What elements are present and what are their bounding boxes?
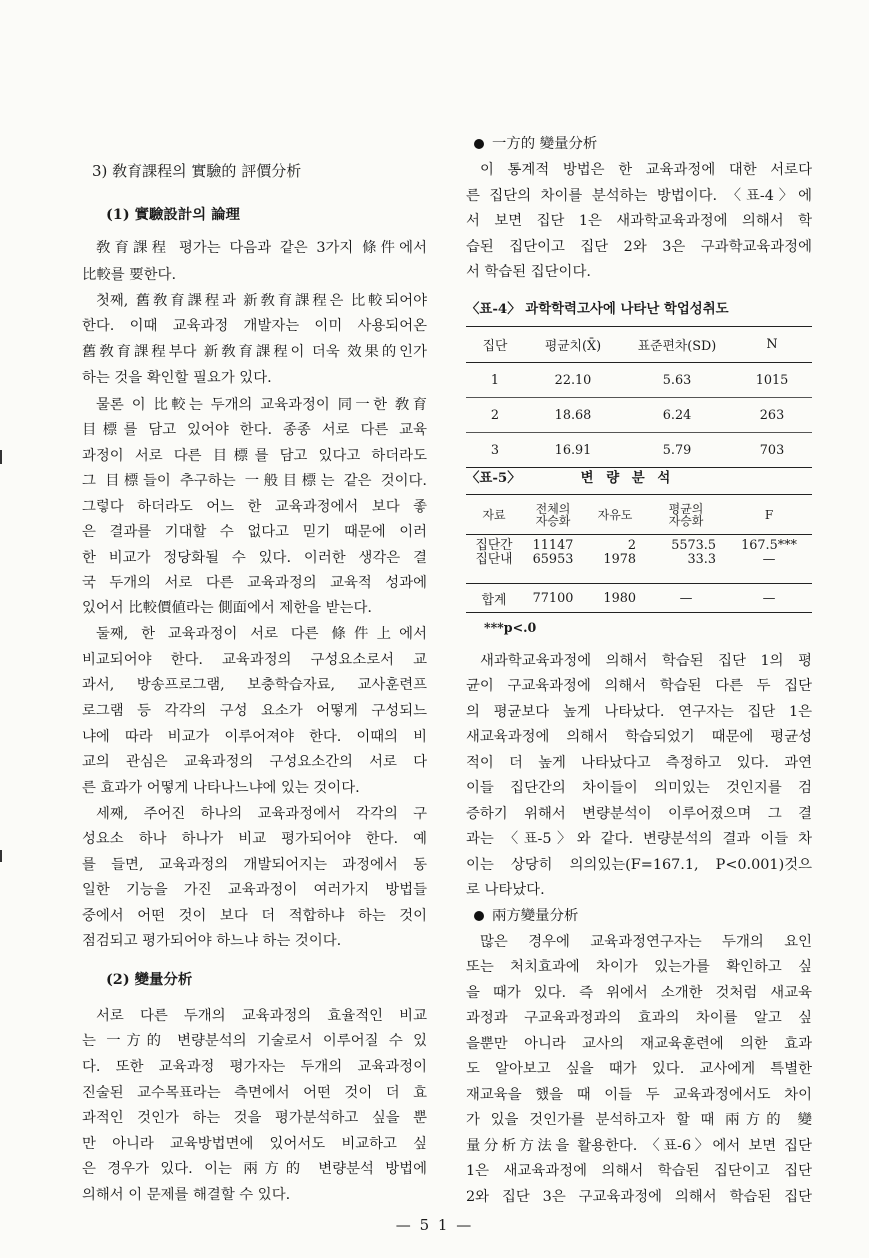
table-cell: 3: [490, 442, 500, 458]
paragraph-line: 의 평균보다 높게 나타났다. 연구자는 집단 1은: [466, 704, 812, 720]
table-4-caption: 〈표-4〉 과학학력고사에 나타난 학업성취도: [466, 301, 729, 317]
paragraph-line: 세째, 주어진 하나의 교육과정에서 각각의 구: [96, 806, 427, 822]
paragraph-line: 일한 기능을 가진 교육과정이 여러가지 방법들: [82, 882, 427, 898]
paragraph-line: 첫째, 舊敎育課程과 新敎育課程은 比較되어야: [96, 293, 427, 309]
table-cell: 263: [732, 398, 812, 433]
paragraph-line: 目標를 담고 있어야 한다. 종종 서로 다른 교육: [82, 422, 427, 438]
table-row: [466, 535, 812, 584]
table-cell: 703: [759, 442, 785, 458]
paragraph-line: 을뿐만 아니라 교사의 재교육훈련에 의한 효과: [466, 1036, 812, 1052]
table-cell-line: 2: [627, 538, 636, 553]
paragraph-line: 둘째, 한 교육과정이 서로 다른 條件上에서: [96, 626, 427, 642]
paragraph-line: 균이 구교육과정에 의해서 학습된 다른 두 집단: [466, 678, 812, 694]
paragraph-line: 이 통계적 방법은 한 교육과정에 대한 서로다: [480, 162, 812, 178]
table-cell: 6.24: [622, 398, 732, 433]
paragraph-line: 로 나타났다.: [466, 882, 545, 898]
table-cell: [584, 535, 646, 584]
table-cell: 5.79: [662, 442, 692, 458]
paragraph-line: 점검되고 평가되어야 하느냐 하는 것이다.: [82, 933, 342, 949]
bullet-heading-two-way: [474, 906, 820, 926]
table-header-cell: 전체의 자승화: [522, 495, 584, 535]
paragraph-line: 量分析方法을 활용한다. 〈표-6〉에서 보면 집단: [466, 1138, 812, 1154]
subsection-heading-variance-analysis: (2) 變量分析: [106, 971, 193, 988]
table-4: [466, 326, 812, 468]
paragraph-line: 물론 이 比較는 두개의 교육과정이 同一한 敎育: [96, 397, 427, 413]
paragraph-line: 습된 집단이고 집단 2와 3은 구과학교육과정에: [466, 239, 812, 255]
table-total-row: [466, 584, 812, 613]
table-cell: [646, 535, 726, 584]
paragraph-line: 그렇다 하더라도 어느 한 교육과정에서 보다 좋: [82, 499, 427, 515]
bullet-dot-icon: [474, 911, 484, 921]
paragraph-line: 과정이 서로 다른 目標를 담고 있다고 하더라도: [82, 448, 427, 464]
table-cell: [726, 535, 812, 584]
table-header-row: [466, 495, 812, 535]
table-row: [466, 398, 812, 433]
table-cell: 16.91: [554, 442, 592, 458]
paragraph-line: 의해서 이 문제를 해결할 수 있다.: [82, 1187, 291, 1203]
table-header-row: [466, 327, 812, 363]
table-cell-line: 167.5***: [741, 538, 797, 553]
paragraph-line: 비교되어야 한다. 교육과정의 구성요소로서 교: [82, 652, 427, 668]
paragraph-line: 서 보면 집단 1은 새과학교육과정에 의해서 학: [466, 213, 812, 229]
paragraph-line: 가 있을 것인가를 분석하고자 할 때 兩方的 變: [466, 1112, 812, 1128]
paragraph-line: 1은 새교육과정에 의해서 학습된 집단이고 집단: [466, 1163, 812, 1179]
paragraph-line: 로그램 등 각각의 구성 요소가 어떻게 구성되느: [82, 703, 427, 719]
table-cell-line: 1978: [603, 552, 636, 567]
table-cell: 77100: [522, 584, 584, 613]
table-header-cell: 평균치(X̄): [524, 327, 622, 363]
table-header-cell: N: [732, 327, 812, 363]
table-header-cell: F: [726, 495, 812, 535]
table-cell: 1980: [584, 584, 646, 613]
table-header-cell: 표준편차(SD): [622, 327, 732, 363]
paragraph-line: 한다. 이때 교육과정 개발자는 이미 사용되어온: [82, 318, 427, 334]
table-cell: 합계: [466, 584, 522, 613]
table-header-cell: 자유도: [584, 495, 646, 535]
table-cell-line: 33.3: [687, 552, 716, 567]
paragraph-line: 과정과 구교육과정과의 효과의 차이를 알고 싶: [466, 1010, 812, 1026]
paragraph-line: 그 目標들이 추구하는 一般目標는 같은 것이다.: [82, 473, 427, 489]
paragraph-line: 敎育課程 평가는 다음과 같은 3가지 條件에서: [96, 240, 427, 256]
bullet-heading-text: 一方的 變量分析: [492, 136, 598, 152]
table-cell: 22.10: [524, 363, 622, 398]
paragraph-line: 과적인 것인가 하는 것을 평가분석하고 싶을 뿐: [82, 1110, 427, 1126]
paragraph-line: 를 들면, 교육과정의 개발되어지는 과정에서 동: [82, 857, 427, 873]
bullet-dot-icon: [474, 139, 484, 149]
paragraph-line: 국 두개의 서로 다른 교육과정의 교육적 성과에: [82, 575, 427, 591]
paragraph-line: 진술된 교수목표라는 측면에서 어떤 것이 더 효: [82, 1085, 427, 1101]
paragraph-line: 은 결과를 기대할 수 없다고 믿기 때문에 이러: [82, 524, 427, 540]
table-cell: 18.68: [524, 398, 622, 433]
paragraph-line: 과는 〈표-5〉와 같다. 변량분석의 결과 이들 차: [466, 831, 812, 847]
paragraph-line: 교의 관심은 교육과정의 구성요소간의 서로 다: [82, 754, 427, 770]
paragraph-line: 을 때가 있다. 즉 위에서 소개한 것처럼 새교육: [466, 985, 812, 1001]
paragraph-line: 서 학습된 집단이다.: [466, 264, 591, 280]
paragraph-line: 舊敎育課程부다 新敎育課程이 더욱 效果的인가: [82, 344, 427, 360]
paragraph-line: 2와 집단 3은 구교육과정에 의해서 학습된 집단: [466, 1189, 812, 1205]
table-cell-line: 11147: [532, 538, 574, 553]
paragraph-line: 이들 집단간의 차이들이 의미있는 것인지를 검: [466, 780, 812, 796]
paragraph-line: 냐에 따라 비교가 이루어져야 한다. 이때의 비: [82, 729, 427, 745]
paragraph-line: 증하기 위해서 변량분석이 이루어졌으며 그 결: [466, 806, 812, 822]
table-header-cell: 평균의 자승화: [646, 495, 726, 535]
table-cell-line: 집단내: [475, 552, 513, 567]
table-row: [466, 433, 812, 468]
page-number: — 5 1 —: [395, 1216, 474, 1234]
table-5-caption-title: 변 량 분 석: [580, 470, 675, 486]
table-5-note: ***p<.0: [484, 620, 537, 635]
paragraph-line: 서로 다른 두개의 교육과정의 효율적인 비교: [96, 1008, 427, 1024]
paragraph-line: 재교육을 했을 때 이들 두 교육과정에서도 차이: [466, 1087, 812, 1103]
paragraph-line: 많은 경우에 교육과정연구자는 두개의 요인: [480, 934, 812, 950]
scan-margin-mark-1: [0, 450, 2, 464]
bullet-heading-one-way: [474, 134, 820, 154]
paragraph-line: 과서, 방송프로그램, 보충학습자료, 교사훈련프: [82, 677, 427, 693]
paragraph-line: 른 집단의 차이를 분석하는 방법이다. 〈표-4〉에: [466, 188, 812, 204]
paragraph-line: 는 一方的 변량분석의 기술로서 이루어질 수 있: [82, 1033, 427, 1049]
paragraph-line: 새교육과정에 의해서 학습되었기 때문에 평균성: [466, 729, 812, 745]
table-5-caption: [466, 468, 812, 488]
paragraph-line: 다. 또한 교육과정 평가자는 두개의 교육과정이: [82, 1059, 427, 1075]
table-header-cell: 자료: [466, 495, 522, 535]
paragraph-line: 적이 더 높게 나타났다고 측정하고 있다. 과연: [466, 755, 812, 771]
table-cell: —: [726, 584, 812, 613]
paragraph-line: 도 알아보고 싶을 때가 있다. 교사에게 특별한: [466, 1061, 812, 1077]
table-cell: [522, 535, 584, 584]
table-cell: 2: [466, 398, 524, 433]
table-header-cell: 집단: [466, 327, 524, 363]
table-cell-line: 집단간: [475, 538, 513, 553]
paragraph-line: 성요소 하나 하나가 비교 평가되어야 한다. 예: [82, 831, 427, 847]
paragraph-line: 이는 상당히 의의있는(F=167.1, P<0.001)것으: [466, 857, 812, 873]
paragraph-line: 한 비교가 정당화될 수 있다. 이러한 생각은 결: [82, 550, 427, 566]
table-cell: [466, 535, 522, 584]
paragraph-line: 중에서 어떤 것이 보다 더 적합하냐 하는 것이: [82, 908, 427, 924]
paragraph-line: 比較를 要한다.: [82, 267, 177, 283]
table-5-caption-label: 〈표-5〉: [466, 470, 521, 486]
bullet-heading-text: 兩方變量分析: [492, 908, 579, 924]
paragraph-line: 새과학교육과정에 의해서 학습된 집단 1의 평: [480, 653, 812, 669]
paragraph-line: 하는 것을 확인할 필요가 있다.: [82, 370, 272, 386]
table-cell: 5.63: [622, 363, 732, 398]
table-cell: 1015: [732, 363, 812, 398]
subsection-heading-experimental-design: (1) 實驗設計의 論理: [106, 206, 240, 223]
paragraph-line: 만 아니라 교육방법면에 있어서도 비교하고 싶: [82, 1136, 427, 1152]
table-cell: —: [646, 584, 726, 613]
table-cell: 1: [466, 363, 524, 398]
table-cell-line: 5573.5: [671, 538, 716, 553]
table-5: [466, 494, 812, 613]
paragraph-line: 른 효과가 어떻게 나타나느냐에 있는 것이다.: [82, 780, 360, 796]
table-cell-line: —: [762, 552, 776, 567]
paragraph-line: 있어서 比較價値라는 側面에서 제한을 받는다.: [82, 600, 372, 616]
section-heading: 3) 敎育課程의 實驗的 評價分析: [92, 162, 302, 180]
table-cell-line: 65953: [532, 552, 574, 567]
paragraph-line: 은 경우가 있다. 이는 兩方的 변량분석 방법에: [82, 1161, 427, 1177]
table-row: [466, 363, 812, 398]
scan-margin-mark-2: [0, 850, 2, 862]
paragraph-line: 또는 처치효과에 차이가 있는가를 확인하고 싶: [466, 959, 812, 975]
